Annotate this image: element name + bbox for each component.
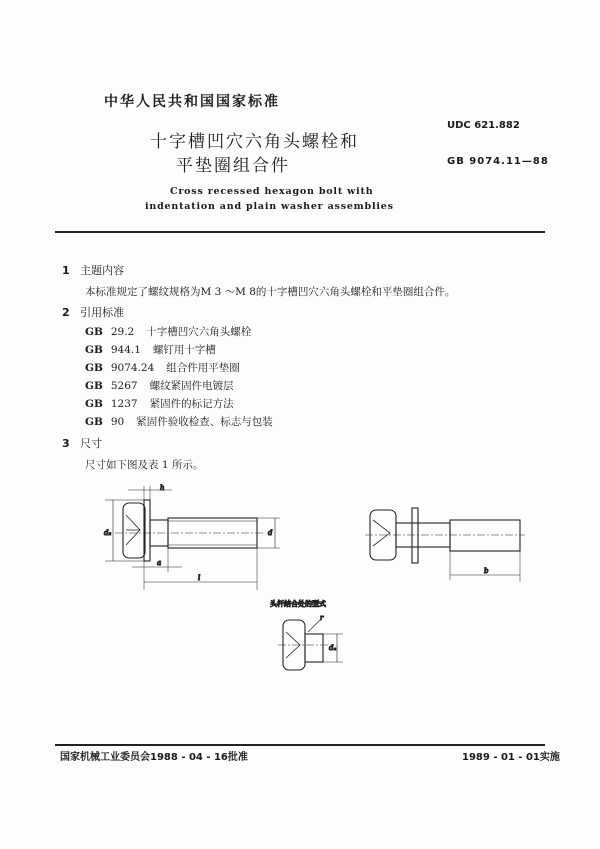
section-2-heading: 2 引用标准 <box>62 306 125 319</box>
reference-item: GB 29.2 十字槽凹穴六角头螺栓 <box>85 326 252 338</box>
section-1-text: 本标准规定了螺纹规格为M 3 ～M 8的十字槽凹穴六角头螺栓和平垫圈组合件。 <box>85 286 456 298</box>
national-standard-label: 中华人民共和国国家标准 <box>104 94 280 110</box>
section-3-text: 尺寸如下图及表 1 所示。 <box>85 459 204 471</box>
reference-item: GB 944.1 螺钉用十字槽 <box>85 344 216 356</box>
reference-item: GB 9074.24 组合件用平垫圈 <box>85 362 240 374</box>
english-title-line-1: Cross recessed hexagon bolt with <box>170 186 374 197</box>
dim-label-b: b <box>484 567 489 575</box>
section-1-heading: 1 主题内容 <box>62 264 125 277</box>
udc-number: UDC 621.882 <box>447 120 520 131</box>
dim-label-d: d <box>268 529 273 537</box>
front-view-bolt <box>105 486 280 590</box>
figure-caption: 头杆结合处的型式 <box>270 600 326 608</box>
approval-date: 国家机械工业委员会1988 - 04 - 16批准 <box>60 752 248 763</box>
dim-label-d2: d₂ <box>104 529 112 537</box>
reference-item: GB 90 紧固件验收检查、标志与包装 <box>85 416 273 428</box>
reference-item: GB 1237 紧固件的标记方法 <box>85 398 234 410</box>
dim-label-r: r <box>320 614 324 622</box>
dim-label-da: dₐ <box>329 644 337 652</box>
title-line-1: 十字槽凹穴六角头螺栓和 <box>150 132 359 152</box>
side-view-bolt <box>365 508 525 582</box>
dim-label-h: h <box>160 484 165 492</box>
title-line-2: 平垫圈组合件 <box>176 156 290 176</box>
dim-label-l: l <box>198 574 201 582</box>
english-title-line-2: indentation and plain washer assemblies <box>145 201 394 212</box>
reference-item: GB 5267 螺纹紧固件电镀层 <box>85 380 234 392</box>
dim-label-a: a <box>157 559 162 567</box>
standard-number: GB 9074.11—88 <box>447 156 549 167</box>
implementation-date: 1989 - 01 - 01实施 <box>462 752 560 763</box>
footer-divider <box>55 744 545 746</box>
section-3-heading: 3 尺寸 <box>62 437 103 450</box>
